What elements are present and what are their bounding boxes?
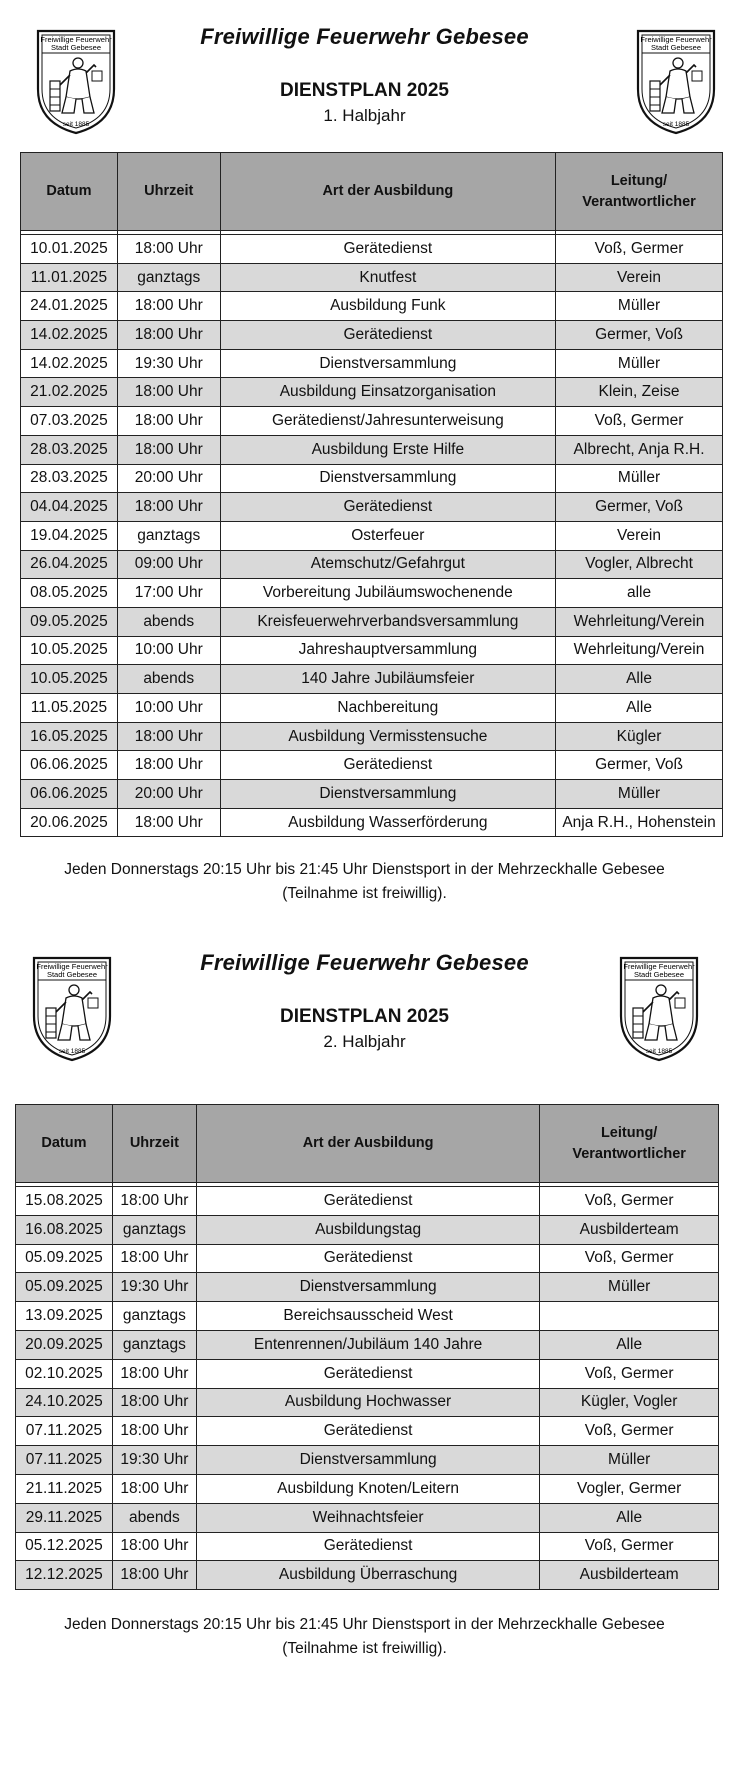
cell-datum: 11.01.2025 [21,263,118,292]
cell-leitung: Ausbilderteam [540,1215,719,1244]
svg-text:seit 1885: seit 1885 [645,1048,673,1055]
cell-uhrzeit: 18:00 Uhr [117,751,220,780]
cell-art: Gerätedienst [220,235,555,264]
cell-datum: 29.11.2025 [16,1503,113,1532]
table-row [21,321,723,350]
cell-uhrzeit: 18:00 Uhr [117,292,220,321]
cell-uhrzeit: 18:00 Uhr [112,1474,196,1503]
cell-datum: 05.09.2025 [16,1244,113,1273]
org-title: Freiwillige Feuerwehr Gebesee [200,950,529,975]
cell-datum: 04.04.2025 [21,493,118,522]
cell-art: Gerätedienst [220,493,555,522]
sport-note: Jeden Donnerstags 20:15 Uhr bis 21:45 Uhr Dienstsport in der Mehrzeckhalle Gebesee (Teilnahme ist freiwillig). [64,861,665,902]
cell-leitung: Voß, Germer [540,1244,719,1273]
cell-uhrzeit: ganztags [117,521,220,550]
cell-leitung: Voß, Germer [540,1359,719,1388]
table-row [16,1273,719,1302]
cell-leitung: Müller [556,780,723,809]
cell-art: Gerätedienst [220,321,555,350]
column-header-datum: Datum [16,1105,113,1183]
cell-leitung: Voß, Germer [540,1187,719,1216]
table-row [21,349,723,378]
cell-leitung: alle [556,579,723,608]
cell-datum: 21.02.2025 [21,378,118,407]
cell-art: Entenrennen/Jubiläum 140 Jahre [196,1330,539,1359]
cell-leitung: Kügler, Vogler [540,1388,719,1417]
cell-datum: 08.05.2025 [21,579,118,608]
cell-datum: 07.03.2025 [21,407,118,436]
fire-brigade-emblem-icon [630,27,722,137]
cell-leitung: Wehrleitung/Verein [556,636,723,665]
cell-uhrzeit: 20:00 Uhr [117,780,220,809]
table-row [21,550,723,579]
table-row [21,235,723,264]
cell-datum: 15.08.2025 [16,1187,113,1216]
table-row [21,493,723,522]
cell-uhrzeit: 18:00 Uhr [112,1532,196,1561]
cell-art: Ausbildung Vermisstensuche [220,722,555,751]
cell-uhrzeit: 10:00 Uhr [117,636,220,665]
cell-art: Ausbildung Funk [220,292,555,321]
cell-uhrzeit: abends [112,1503,196,1532]
cell-datum: 14.02.2025 [21,321,118,350]
cell-uhrzeit: 18:00 Uhr [117,321,220,350]
cell-leitung: Alle [540,1330,719,1359]
cell-art: Osterfeuer [220,521,555,550]
cell-leitung: Müller [556,349,723,378]
cell-datum: 24.10.2025 [16,1388,113,1417]
cell-uhrzeit: 19:30 Uhr [112,1273,196,1302]
svg-text:Freiwillige Feuerwehr: Freiwillige Feuerwehr [36,962,108,971]
cell-art: Gerätedienst [196,1532,539,1561]
cell-datum: 06.06.2025 [21,751,118,780]
cell-datum: 13.09.2025 [16,1302,113,1331]
cell-art: Ausbildung Überraschung [196,1561,539,1590]
table-row [21,464,723,493]
cell-uhrzeit: 18:00 Uhr [112,1187,196,1216]
cell-leitung: Voß, Germer [556,407,723,436]
table-row [21,579,723,608]
cell-art: Ausbildung Hochwasser [196,1388,539,1417]
section-header [0,0,729,150]
cell-uhrzeit: ganztags [112,1215,196,1244]
cell-art: Atemschutz/Gefahrgut [220,550,555,579]
cell-uhrzeit: ganztags [112,1302,196,1331]
cell-leitung: Albrecht, Anja R.H. [556,435,723,464]
cell-uhrzeit: 18:00 Uhr [117,378,220,407]
plan-section-2 [0,926,729,1657]
cell-datum: 28.03.2025 [21,464,118,493]
cell-leitung: Müller [556,292,723,321]
cell-art: Dienstversammlung [196,1273,539,1302]
cell-leitung: Germer, Voß [556,751,723,780]
svg-text:Freiwillige Feuerwehr: Freiwillige Feuerwehr [640,35,712,44]
cell-datum: 05.09.2025 [16,1273,113,1302]
table-row [16,1417,719,1446]
table-row [16,1330,719,1359]
cell-uhrzeit: ganztags [117,263,220,292]
table-row [16,1302,719,1331]
svg-text:seit 1885: seit 1885 [662,121,690,128]
cell-leitung: Anja R.H., Hohenstein [556,808,723,837]
cell-uhrzeit: 18:00 Uhr [117,808,220,837]
table-header-row [21,153,723,231]
cell-leitung: Verein [556,263,723,292]
org-title: Freiwillige Feuerwehr Gebesee [200,24,529,49]
cell-datum: 12.12.2025 [16,1561,113,1590]
table-row [21,607,723,636]
fire-brigade-emblem-icon [613,954,705,1064]
duty-schedule-table [15,1104,719,1590]
cell-datum: 09.05.2025 [21,607,118,636]
cell-uhrzeit: 20:00 Uhr [117,464,220,493]
cell-art: Gerätedienst [196,1244,539,1273]
duty-schedule-table [20,152,723,837]
cell-datum: 19.04.2025 [21,521,118,550]
column-header-leitung: Leitung/ Verantwortlicher [556,153,723,231]
table-row [21,521,723,550]
cell-leitung: Müller [540,1446,719,1475]
table-row [21,378,723,407]
cell-leitung: Kügler [556,722,723,751]
cell-art: Jahreshauptversammlung [220,636,555,665]
cell-uhrzeit: 19:30 Uhr [112,1446,196,1475]
column-header-art: Art der Ausbildung [220,153,555,231]
cell-art: Ausbildung Erste Hilfe [220,435,555,464]
svg-text:Freiwillige Feuerwehr: Freiwillige Feuerwehr [623,962,695,971]
svg-text:Freiwillige Feuerwehr: Freiwillige Feuerwehr [40,35,112,44]
cell-art: Vorbereitung Jubiläumswochenende [220,579,555,608]
table-row [16,1359,719,1388]
column-header-uhrzeit: Uhrzeit [117,153,220,231]
half-year-label: 2. Halbjahr [323,1032,406,1051]
svg-text:Stadt Gebesee: Stadt Gebesee [50,43,102,52]
cell-datum: 20.06.2025 [21,808,118,837]
cell-uhrzeit: 18:00 Uhr [117,235,220,264]
cell-leitung [540,1302,719,1331]
table-row [16,1532,719,1561]
cell-art: Gerätedienst/Jahresunterweisung [220,407,555,436]
cell-datum: 24.01.2025 [21,292,118,321]
sport-note: Jeden Donnerstags 20:15 Uhr bis 21:45 Uhr Dienstsport in der Mehrzeckhalle Gebesee (Teilnahme ist freiwillig). [64,1616,665,1657]
table-row [21,722,723,751]
cell-datum: 10.01.2025 [21,235,118,264]
plan-title: DIENSTPLAN 2025 [280,80,449,101]
column-header-art: Art der Ausbildung [196,1105,539,1183]
cell-uhrzeit: 18:00 Uhr [117,493,220,522]
table-row [21,435,723,464]
table-row [16,1446,719,1475]
cell-leitung: Ausbilderteam [540,1561,719,1590]
column-header-uhrzeit: Uhrzeit [112,1105,196,1183]
cell-art: Ausbildungstag [196,1215,539,1244]
table-row [21,263,723,292]
cell-leitung: Voß, Germer [540,1417,719,1446]
svg-text:seit 1885: seit 1885 [58,1048,86,1055]
svg-text:Stadt Gebesee: Stadt Gebesee [633,970,685,979]
cell-uhrzeit: 18:00 Uhr [112,1244,196,1273]
cell-uhrzeit: 10:00 Uhr [117,694,220,723]
cell-leitung: Germer, Voß [556,493,723,522]
cell-art: Dienstversammlung [220,780,555,809]
cell-art: Weihnachtsfeier [196,1503,539,1532]
cell-leitung: Alle [556,694,723,723]
column-header-datum: Datum [21,153,118,231]
cell-datum: 07.11.2025 [16,1417,113,1446]
cell-leitung: Vogler, Germer [540,1474,719,1503]
cell-art: Gerätedienst [220,751,555,780]
table-row [21,780,723,809]
section-header [0,926,729,1076]
table-header-row [16,1105,719,1183]
cell-art: Ausbildung Knoten/Leitern [196,1474,539,1503]
table-body [21,231,723,837]
cell-uhrzeit: 19:30 Uhr [117,349,220,378]
cell-datum: 26.04.2025 [21,550,118,579]
cell-uhrzeit: 18:00 Uhr [117,407,220,436]
table-row [21,665,723,694]
cell-leitung: Müller [540,1273,719,1302]
table-row [16,1215,719,1244]
cell-art: Kreisfeuerwehrverbandsversammlung [220,607,555,636]
cell-leitung: Voß, Germer [556,235,723,264]
table-row [21,694,723,723]
svg-text:Stadt Gebesee: Stadt Gebesee [46,970,98,979]
cell-datum: 16.05.2025 [21,722,118,751]
cell-leitung: Wehrleitung/Verein [556,607,723,636]
table-row [16,1474,719,1503]
cell-uhrzeit: 18:00 Uhr [112,1417,196,1446]
table-row [21,751,723,780]
cell-art: Gerätedienst [196,1417,539,1446]
cell-leitung: Germer, Voß [556,321,723,350]
cell-uhrzeit: abends [117,607,220,636]
cell-uhrzeit: ganztags [112,1330,196,1359]
cell-leitung: Vogler, Albrecht [556,550,723,579]
cell-uhrzeit: 18:00 Uhr [112,1388,196,1417]
cell-art: Dienstversammlung [220,349,555,378]
cell-uhrzeit: abends [117,665,220,694]
cell-art: Dienstversammlung [220,464,555,493]
table-row [21,407,723,436]
cell-leitung: Müller [556,464,723,493]
half-year-label: 1. Halbjahr [323,106,406,125]
cell-datum: 28.03.2025 [21,435,118,464]
cell-datum: 05.12.2025 [16,1532,113,1561]
cell-uhrzeit: 18:00 Uhr [117,722,220,751]
cell-art: Dienstversammlung [196,1446,539,1475]
table-row [21,808,723,837]
cell-art: Gerätedienst [196,1359,539,1388]
cell-datum: 10.05.2025 [21,636,118,665]
table-row [21,636,723,665]
cell-leitung: Verein [556,521,723,550]
table-row [21,292,723,321]
cell-datum: 14.02.2025 [21,349,118,378]
cell-uhrzeit: 18:00 Uhr [112,1359,196,1388]
cell-art: Knutfest [220,263,555,292]
cell-art: Ausbildung Einsatzorganisation [220,378,555,407]
cell-datum: 21.11.2025 [16,1474,113,1503]
cell-art: Nachbereitung [220,694,555,723]
cell-uhrzeit: 18:00 Uhr [112,1561,196,1590]
table-row [16,1187,719,1216]
cell-datum: 06.06.2025 [21,780,118,809]
cell-art: Gerätedienst [196,1187,539,1216]
cell-datum: 11.05.2025 [21,694,118,723]
table-row [16,1561,719,1590]
cell-art: 140 Jahre Jubiläumsfeier [220,665,555,694]
cell-datum: 20.09.2025 [16,1330,113,1359]
plan-title: DIENSTPLAN 2025 [280,1006,449,1027]
cell-art: Ausbildung Wasserförderung [220,808,555,837]
cell-uhrzeit: 09:00 Uhr [117,550,220,579]
table-row [16,1388,719,1417]
cell-leitung: Alle [540,1503,719,1532]
cell-datum: 02.10.2025 [16,1359,113,1388]
table-body [16,1183,719,1590]
cell-art: Bereichsausscheid West [196,1302,539,1331]
table-row [16,1503,719,1532]
cell-datum: 07.11.2025 [16,1446,113,1475]
cell-leitung: Klein, Zeise [556,378,723,407]
cell-datum: 10.05.2025 [21,665,118,694]
svg-text:seit 1885: seit 1885 [62,121,90,128]
cell-uhrzeit: 17:00 Uhr [117,579,220,608]
svg-text:Stadt Gebesee: Stadt Gebesee [650,43,702,52]
cell-datum: 16.08.2025 [16,1215,113,1244]
table-row [16,1244,719,1273]
cell-leitung: Alle [556,665,723,694]
column-header-leitung: Leitung/ Verantwortlicher [540,1105,719,1183]
cell-uhrzeit: 18:00 Uhr [117,435,220,464]
cell-leitung: Voß, Germer [540,1532,719,1561]
